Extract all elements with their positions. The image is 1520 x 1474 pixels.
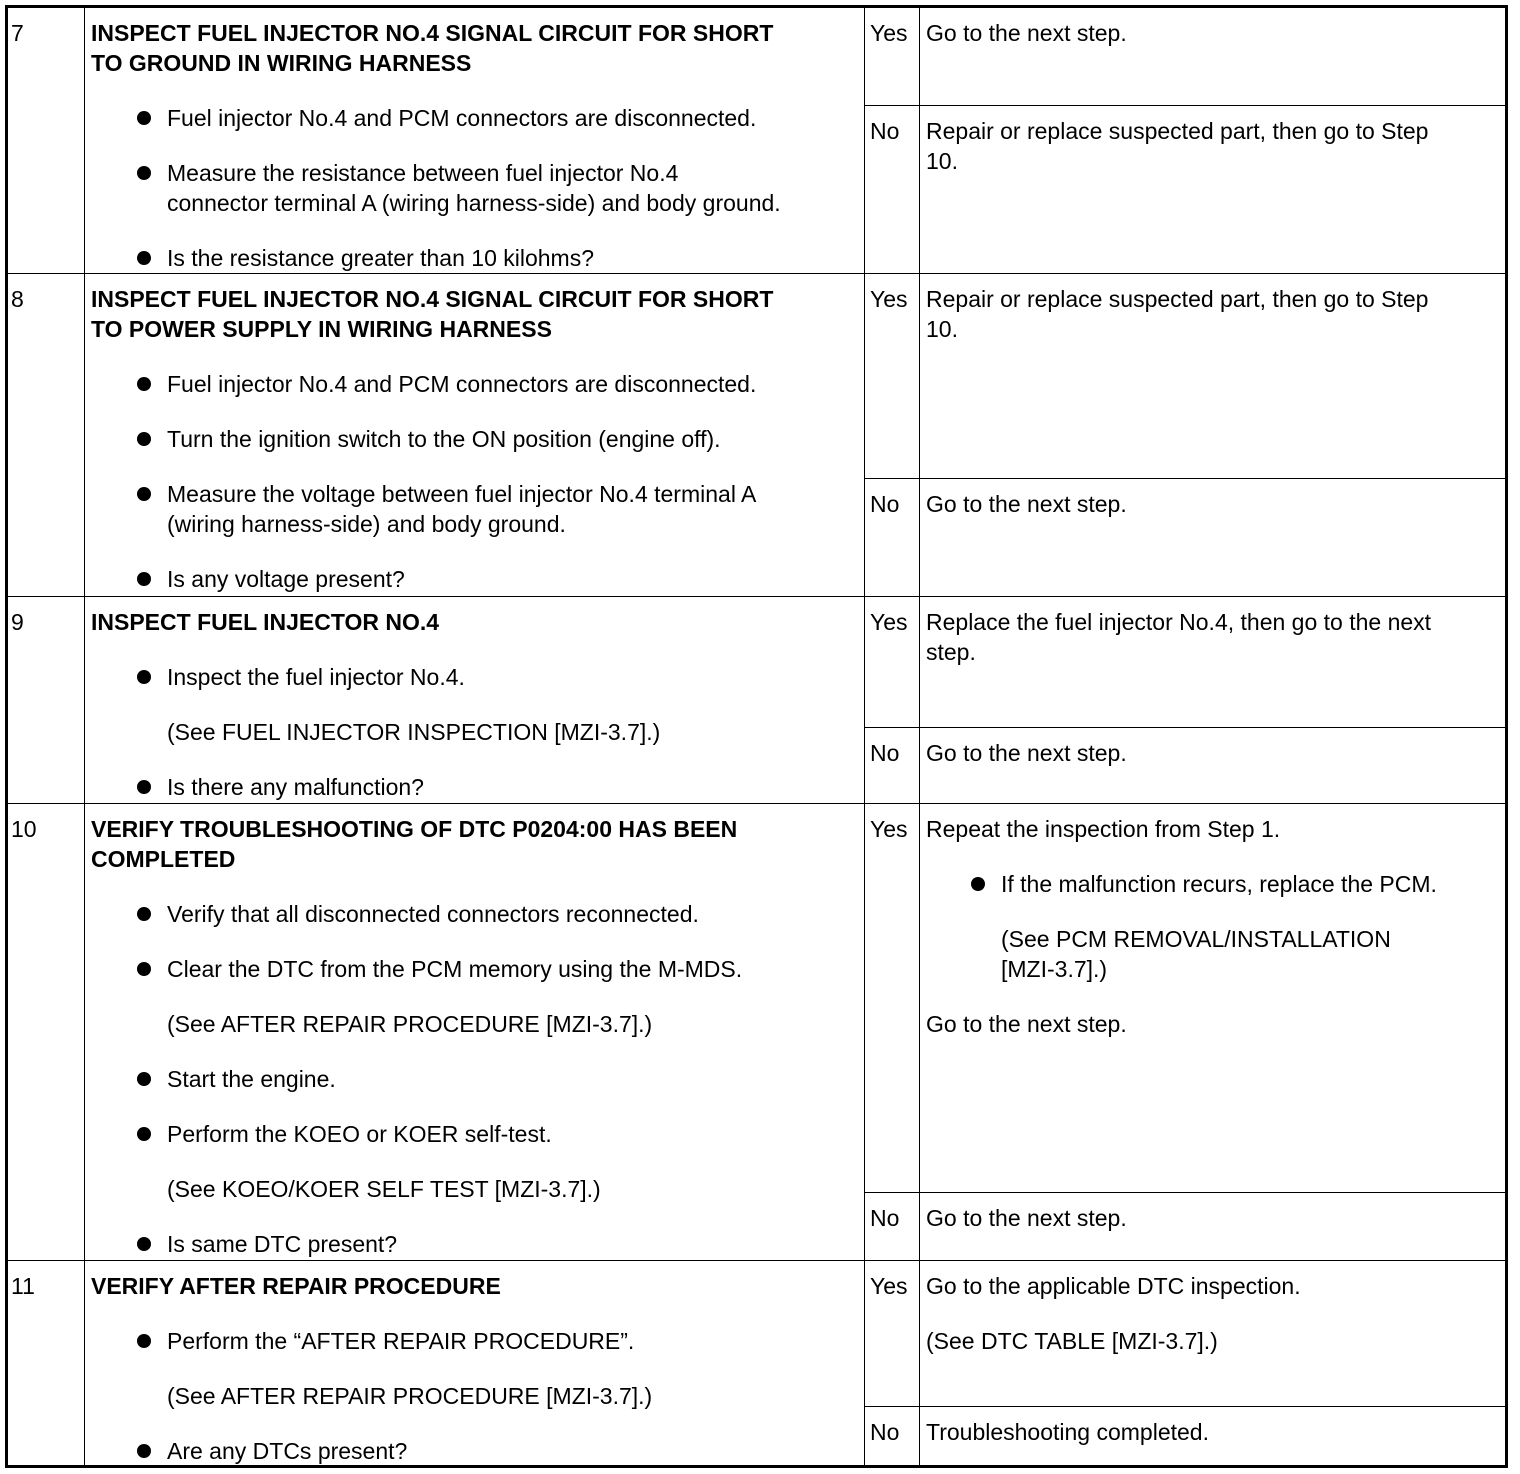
bullet-text: Perform the KOEO or KOER self-test. (167, 1121, 552, 1147)
yes-action: Repeat the inspection from Step 1. (926, 816, 1281, 842)
yes-action: Replace the fuel injector No.4, then go to the next (926, 609, 1432, 635)
bullet-icon (137, 166, 151, 180)
step-title-line: TO GROUND IN WIRING HARNESS (91, 50, 472, 76)
bullet-icon (137, 432, 151, 446)
bullet-icon (137, 377, 151, 391)
step-number: 7 (11, 20, 24, 46)
result-cell (865, 1261, 1505, 1465)
bullet-text: Measure the voltage between fuel injector No.4 terminal A (167, 481, 757, 507)
bullet-icon (137, 1237, 151, 1251)
bullet-icon (137, 251, 151, 265)
bullet-text: Verify that all disconnected connectors reconnected. (167, 901, 699, 927)
step-title-line: TO POWER SUPPLY IN WIRING HARNESS (91, 316, 552, 342)
step-row-7 (8, 8, 1505, 273)
no-branch (865, 1406, 1505, 1466)
bullet-text: Turn the ignition switch to the ON position (engine off). (167, 426, 721, 452)
yes-action: 10. (926, 316, 958, 342)
step-number-cell (8, 804, 85, 1260)
troubleshooting-table (5, 5, 1508, 1468)
step-action-cell (85, 8, 865, 273)
reference-note: (See AFTER REPAIR PROCEDURE [MZI-3.7].) (167, 1011, 653, 1037)
bullet-text: Inspect the fuel injector No.4. (167, 664, 465, 690)
yes-label: Yes (870, 816, 908, 842)
yes-branch (865, 274, 1505, 478)
bullet-text: (wiring harness-side) and body ground. (167, 511, 566, 537)
reference-note: (See AFTER REPAIR PROCEDURE [MZI-3.7].) (167, 1383, 653, 1409)
step-action-cell (85, 1261, 865, 1465)
step-action-cell (85, 804, 865, 1260)
bullet-icon (137, 1072, 151, 1086)
yes-action: Repair or replace suspected part, then go to Step (926, 286, 1429, 312)
bullet-icon (137, 111, 151, 125)
result-cell (865, 274, 1505, 596)
bullet-icon (137, 572, 151, 586)
reference-note: (See KOEO/KOER SELF TEST [MZI-3.7].) (167, 1176, 601, 1202)
no-label-cell (865, 106, 920, 273)
yes-label-cell (865, 597, 920, 727)
step-action-cell (85, 597, 865, 803)
reference-note: [MZI-3.7].) (1001, 956, 1108, 982)
yes-label-cell (865, 8, 920, 105)
step-title-line: COMPLETED (91, 846, 236, 872)
no-label: No (870, 118, 900, 144)
yes-action: Go to the applicable DTC inspection. (926, 1273, 1301, 1299)
no-label: No (870, 491, 900, 517)
step-number-cell (8, 8, 85, 273)
yes-branch (865, 1261, 1505, 1406)
step-title-line: INSPECT FUEL INJECTOR NO.4 SIGNAL CIRCUIT FOR SHORT (91, 20, 774, 46)
result-cell (865, 804, 1505, 1260)
bullet-text: Is there any malfunction? (167, 774, 424, 800)
yes-bullet-text: If the malfunction recurs, replace the PCM. (1001, 871, 1437, 897)
no-action: Go to the next step. (926, 491, 1127, 517)
step-title-line: INSPECT FUEL INJECTOR NO.4 (91, 609, 440, 635)
bullet-icon (137, 670, 151, 684)
yes-label: Yes (870, 286, 908, 312)
step-row-9 (8, 596, 1505, 803)
step-number: 8 (11, 286, 24, 312)
step-row-8 (8, 273, 1505, 596)
bullet-text: Is same DTC present? (167, 1231, 398, 1257)
step-number: 9 (11, 609, 24, 635)
yes-label-cell (865, 1261, 920, 1406)
no-label: No (870, 1419, 900, 1445)
bullet-text: Are any DTCs present? (167, 1438, 408, 1464)
no-label-cell (865, 1407, 920, 1466)
bullet-icon (137, 1444, 151, 1458)
yes-label-cell (865, 804, 920, 1192)
yes-action: Go to the next step. (926, 1011, 1127, 1037)
no-label-cell (865, 479, 920, 597)
no-branch (865, 478, 1505, 597)
bullet-icon (137, 1127, 151, 1141)
yes-label: Yes (870, 1273, 908, 1299)
step-title-line: INSPECT FUEL INJECTOR NO.4 SIGNAL CIRCUIT FOR SHORT (91, 286, 774, 312)
bullet-icon (137, 487, 151, 501)
yes-label: Yes (870, 609, 908, 635)
no-label-cell (865, 1193, 920, 1261)
bullet-text: Perform the “AFTER REPAIR PROCEDURE”. (167, 1328, 635, 1354)
bullet-text: Fuel injector No.4 and PCM connectors are disconnected. (167, 105, 757, 131)
step-number: 11 (11, 1273, 35, 1299)
step-number-cell (8, 274, 85, 596)
result-cell (865, 597, 1505, 803)
no-action: Troubleshooting completed. (926, 1419, 1209, 1445)
yes-label: Yes (870, 20, 908, 46)
step-number-cell (8, 1261, 85, 1465)
bullet-text: connector terminal A (wiring harness-side) and body ground. (167, 190, 781, 216)
no-branch (865, 1192, 1505, 1261)
step-title-line: VERIFY AFTER REPAIR PROCEDURE (91, 1273, 501, 1299)
reference-note: (See DTC TABLE [MZI-3.7].) (926, 1328, 1218, 1354)
no-branch (865, 727, 1505, 804)
no-action: Go to the next step. (926, 1205, 1127, 1231)
yes-branch (865, 597, 1505, 727)
no-label: No (870, 1205, 900, 1231)
step-action-cell (85, 274, 865, 596)
no-label-cell (865, 728, 920, 804)
no-action: Repair or replace suspected part, then go to Step (926, 118, 1429, 144)
bullet-text: Is any voltage present? (167, 566, 405, 592)
bullet-text: Fuel injector No.4 and PCM connectors are disconnected. (167, 371, 757, 397)
bullet-icon (971, 877, 985, 891)
bullet-icon (137, 780, 151, 794)
step-title-line: VERIFY TROUBLESHOOTING OF DTC P0204:00 HAS BEEN (91, 816, 738, 842)
yes-label-cell (865, 274, 920, 478)
yes-branch (865, 804, 1505, 1192)
yes-action: step. (926, 639, 976, 665)
yes-branch (865, 8, 1505, 105)
result-cell (865, 8, 1505, 273)
no-label: No (870, 740, 900, 766)
step-row-10 (8, 803, 1505, 1260)
bullet-icon (137, 962, 151, 976)
step-number-cell (8, 597, 85, 803)
step-number: 10 (11, 816, 37, 842)
no-action: 10. (926, 148, 958, 174)
bullet-text: Clear the DTC from the PCM memory using the M-MDS. (167, 956, 743, 982)
reference-note: (See PCM REMOVAL/INSTALLATION (1001, 926, 1391, 952)
bullet-icon (137, 1334, 151, 1348)
yes-action: Go to the next step. (926, 20, 1127, 46)
bullet-text: Start the engine. (167, 1066, 336, 1092)
bullet-text: Measure the resistance between fuel injector No.4 (167, 160, 679, 186)
no-action: Go to the next step. (926, 740, 1127, 766)
bullet-text: Is the resistance greater than 10 kilohms? (167, 245, 595, 271)
no-branch (865, 105, 1505, 273)
step-row-11 (8, 1260, 1505, 1465)
reference-note: (See FUEL INJECTOR INSPECTION [MZI-3.7].) (167, 719, 661, 745)
bullet-icon (137, 907, 151, 921)
